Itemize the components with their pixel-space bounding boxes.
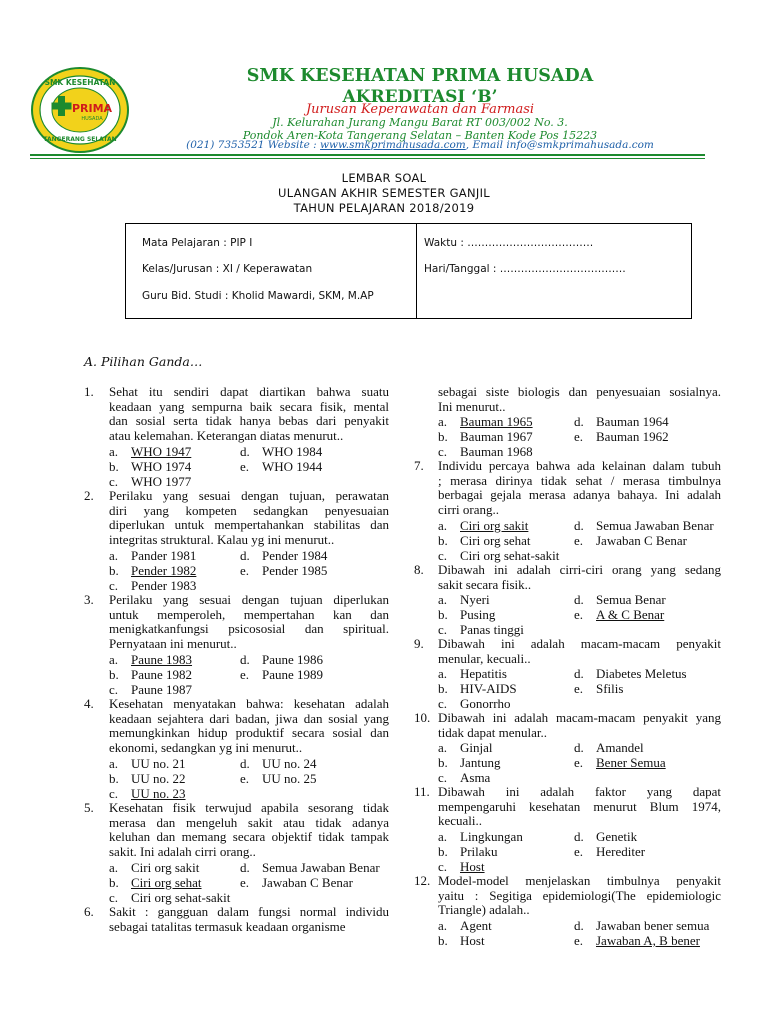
option-text: Ciri org sakit	[460, 518, 529, 533]
option-letter: c.	[109, 682, 119, 697]
option-text: Asma	[460, 770, 491, 785]
question-text-line: Dibawah ini adalah macam-macam penyakit yang	[438, 710, 721, 725]
option-text: WHO 1984	[262, 444, 323, 459]
option-letter: c.	[109, 474, 119, 489]
question-text-line: Individu percaya bahwa ada kelainan dalam tubuh	[438, 458, 721, 473]
option-letter: a.	[109, 652, 119, 667]
option-text: Pander 1981	[131, 548, 197, 563]
question-text-line: keadaan sejahtera dari badan, jiwa dan sosial yang	[109, 710, 389, 726]
option-text: Host	[460, 933, 485, 948]
option-letter: d.	[574, 592, 584, 607]
year-title: TAHUN PELAJARAN 2018/2019	[293, 201, 475, 215]
question-text-line: mempengaruhi kesehatan menurut Blum 1974,	[438, 798, 721, 814]
option-text: Lingkungan	[460, 829, 523, 844]
option-text: Semua Jawaban Benar	[262, 860, 380, 875]
option-letter: b.	[438, 607, 448, 622]
address-line-2: Pondok Aren-Kota Tangerang Selatan – Banten Kode Pos 15223	[242, 129, 598, 142]
option-text: Pusing	[460, 607, 496, 622]
question-text-line: diri yang kompeten sedangkan penyesuaian	[109, 502, 389, 518]
option-text: Bauman 1968	[460, 444, 533, 459]
question-text-line: Sehat itu sendiri dapat diartikan bahwa suatu	[109, 384, 389, 399]
class-field: Kelas/Jurusan : XI / Keperawatan	[142, 263, 313, 275]
option-letter: a.	[438, 414, 448, 429]
option-letter: d.	[240, 860, 250, 875]
option-letter: b.	[438, 755, 448, 770]
question-text-line: Triangle) adalah..	[438, 902, 530, 918]
option-text: Bauman 1967	[460, 429, 533, 444]
option-text: Herediter	[596, 844, 646, 859]
option-text: Jawaban bener semua	[596, 918, 710, 933]
option-letter: e.	[240, 459, 250, 474]
option-text: UU no. 24	[262, 756, 317, 771]
option-letter: b.	[438, 844, 448, 859]
question-text-line: cirri orang..	[438, 501, 500, 517]
option-letter: d.	[240, 652, 250, 667]
question-text-line: Sakit : gangguan dalam fungsi normal individu	[109, 904, 389, 919]
option-text: Jawaban C Benar	[596, 533, 687, 548]
option-letter: c.	[438, 770, 448, 785]
question-text-line: atau kelemahan. Keterangan diatas menurut..	[109, 427, 344, 443]
exam-title: ULANGAN AKHIR SEMESTER GANJIL	[278, 186, 490, 200]
question-text-line: ekonomi, sedangkan yg ini menurut..	[109, 739, 303, 755]
option-letter: c.	[109, 890, 119, 905]
section-title: A. Pilihan Ganda…	[84, 354, 203, 369]
option-letter: d.	[574, 414, 584, 429]
option-letter: c.	[438, 548, 448, 563]
info-divider	[416, 224, 417, 318]
option-letter: e.	[240, 771, 250, 786]
logo-center-text: PRIMA	[71, 102, 113, 115]
question-number: 10.	[414, 710, 431, 725]
option-text: Ciri org sakit	[131, 860, 200, 875]
question-text-line: menular, kecuali..	[438, 650, 531, 666]
option-text: Panas tinggi	[460, 622, 524, 637]
option-text: Ciri org sehat	[460, 533, 531, 548]
question-text-line: keluhan dan memang secara objektif tidak tampak	[109, 829, 389, 845]
question-number: 12.	[414, 873, 431, 888]
question-text-line: integritas struktural. Kalau yg ini menurut..	[109, 531, 335, 547]
question-number: 11.	[414, 784, 430, 799]
option-letter: a.	[109, 860, 119, 875]
website-link[interactable]: www.smkprimahusada.com	[320, 139, 466, 151]
option-text: Host	[460, 859, 485, 874]
option-text: Gonorrho	[460, 696, 511, 711]
option-text: WHO 1974	[131, 459, 192, 474]
option-text: Paune 1989	[262, 667, 324, 682]
time-field: Waktu : ………………………………	[424, 237, 594, 249]
school-logo	[30, 66, 130, 154]
question-text-line: berbagai gejala merasa adanya bahaya. Ini adalah	[438, 487, 721, 503]
option-text: Pender 1985	[262, 563, 328, 578]
question-text-line: merasa dan mengeluh sakit atau tidak adanya	[109, 814, 389, 830]
question-text-line: Dibawah ini adalah macam-macam penyakit	[438, 636, 721, 651]
option-letter: d.	[240, 756, 250, 771]
option-letter: a.	[438, 666, 448, 681]
option-text: Jawaban C Benar	[262, 875, 353, 890]
school-name: SMK KESEHATAN PRIMA HUSADA	[246, 66, 594, 86]
option-letter: b.	[109, 563, 119, 578]
option-letter: d.	[574, 666, 584, 681]
question-text-line: Kesehatan fisik terwujud apabila sesorang tidak	[109, 800, 389, 815]
option-letter: d.	[240, 444, 250, 459]
question-text-line: Dibawah ini adalah faktor yang dapat	[438, 784, 721, 799]
question-text-line: tidak dapat menular..	[438, 724, 548, 740]
option-letter: d.	[574, 918, 584, 933]
option-letter: e.	[574, 844, 584, 859]
question-number: 4.	[84, 696, 94, 711]
option-text: Hepatitis	[460, 666, 507, 681]
option-text: Paune 1986	[262, 652, 324, 667]
option-letter: c.	[109, 578, 119, 593]
contact-prefix: (021) 7353521 Website :	[186, 139, 321, 151]
option-text: Paune 1983	[131, 652, 193, 667]
option-letter: a.	[438, 918, 448, 933]
option-text: WHO 1944	[262, 459, 323, 474]
option-text: WHO 1977	[131, 474, 192, 489]
question-text-line: sebagai tatalitas termasuk keadaan organisme	[109, 918, 346, 934]
option-text: Prilaku	[460, 844, 498, 859]
option-letter: e.	[574, 533, 584, 548]
question-number: 8.	[414, 562, 424, 577]
option-letter: a.	[109, 444, 119, 459]
option-letter: e.	[574, 681, 584, 696]
contact-line	[140, 139, 700, 151]
question-text-line: diperlukan untuk mempertahankan stabilitas dan	[109, 517, 389, 533]
option-text: HIV-AIDS	[460, 681, 517, 696]
department: Jurusan Keperawatan dan Farmasi	[305, 102, 535, 117]
option-letter: c.	[438, 444, 448, 459]
option-letter: e.	[574, 755, 584, 770]
logo-bottom-text: TANGERANG SELATAN	[43, 136, 117, 143]
question-number: 7.	[414, 458, 424, 473]
subject-field: Mata Pelajaran : PIP I	[142, 237, 253, 249]
question-text-line: Perilaku yang sesuai dengan tujuan diperlukan	[109, 592, 389, 607]
question-text-line: dan sosial serta tidak hanya bebas dari penyakit	[109, 413, 389, 429]
option-text: Genetik	[596, 829, 638, 844]
question-text-line: Dibawah ini adalah cirri-ciri orang yang sedang	[438, 562, 721, 577]
option-letter: e.	[240, 563, 250, 578]
option-letter: b.	[109, 667, 119, 682]
email-link[interactable]: info@smkprimahusada.com	[506, 139, 654, 151]
option-text: Nyeri	[460, 592, 490, 607]
question-number: 3.	[84, 592, 94, 607]
question-text-line: yaitu : Segitiga epidemiologi(The epidemiologic	[438, 887, 721, 903]
option-text: Bener Semua	[596, 755, 666, 770]
question-text-line: ; merasa dirinya tidak sehat / merasa timbulnya	[438, 472, 721, 488]
option-letter: a.	[438, 518, 448, 533]
logo-top-text: SMK KESEHATAN	[44, 78, 116, 87]
option-text: Paune 1982	[131, 667, 193, 682]
option-text: Semua Jawaban Benar	[596, 518, 714, 533]
question-number: 5.	[84, 800, 94, 815]
option-letter: d.	[574, 518, 584, 533]
teacher-field: Guru Bid. Studi : Kholid Mawardi, SKM, M.AP	[142, 290, 374, 302]
question-text-line: Perilaku yang sesuai dengan tujuan, perawatan	[109, 488, 389, 503]
question-text-line: sakit secara fisik..	[438, 576, 532, 592]
option-text: Sfilis	[596, 681, 624, 696]
option-letter: e.	[574, 607, 584, 622]
question-number: 9.	[414, 636, 424, 651]
option-text: UU no. 22	[131, 771, 186, 786]
accreditation: AKREDITASI ‘B’	[342, 87, 498, 107]
question-number: 2.	[84, 488, 94, 503]
option-text: Bauman 1965	[460, 414, 533, 429]
option-letter: b.	[109, 459, 119, 474]
option-text: UU no. 23	[131, 786, 186, 801]
option-letter: a.	[438, 592, 448, 607]
option-text: Semua Benar	[596, 592, 666, 607]
option-letter: a.	[109, 756, 119, 771]
logo-sub-text: HUSADA	[81, 116, 103, 122]
question-text-line: keadaan yang sempurna baik secara fisik, mental	[109, 398, 389, 414]
address-line-1: Jl. Kelurahan Jurang Mangu Barat RT 003/002 No. 3.	[272, 116, 568, 129]
question-text-line: Pernyataan ini menurut..	[109, 635, 237, 651]
question-text-line: untuk memperoleh, mempertahan kan dan	[109, 606, 389, 622]
option-letter: a.	[438, 829, 448, 844]
option-letter: e.	[574, 933, 584, 948]
option-text: Pender 1984	[262, 548, 328, 563]
option-text: UU no. 25	[262, 771, 317, 786]
option-letter: e.	[240, 667, 250, 682]
header-rule-thin	[30, 158, 705, 159]
option-text: Ginjal	[460, 740, 493, 755]
question-text-line: sebagai siste biologis dan penyesuaian sosialnya.	[438, 384, 721, 399]
option-text: A & C Benar	[596, 607, 665, 622]
option-text: Bauman 1962	[596, 429, 669, 444]
option-text: Amandel	[596, 740, 644, 755]
option-letter: a.	[109, 548, 119, 563]
option-text: Pender 1982	[131, 563, 197, 578]
option-letter: b.	[438, 429, 448, 444]
option-letter: e.	[240, 875, 250, 890]
option-letter: c.	[438, 622, 448, 637]
option-text: Jantung	[460, 755, 501, 770]
doc-title: LEMBAR SOAL	[341, 171, 427, 185]
option-letter: b.	[438, 533, 448, 548]
option-letter: c.	[438, 696, 448, 711]
day-date-field: Hari/Tanggal : ………………………………	[424, 263, 626, 275]
option-text: Paune 1987	[131, 682, 193, 697]
option-text: WHO 1947	[131, 444, 192, 459]
option-text: Ciri org sehat-sakit	[460, 548, 560, 563]
option-letter: e.	[574, 429, 584, 444]
question-text-line: Model-model menjelaskan timbulnya penyakit	[438, 873, 721, 888]
option-letter: b.	[109, 771, 119, 786]
question-text-line: memungkinkan hidup produktif secara sosial dan	[109, 725, 389, 741]
question-number: 6.	[84, 904, 94, 919]
question-text-line: Kesehatan menyatakan bahwa: kesehatan adalah	[109, 696, 389, 711]
question-text-line: Ini menurut..	[438, 398, 506, 414]
option-text: Jawaban A, B bener	[596, 933, 700, 948]
contact-mid: , Email	[465, 139, 507, 151]
option-letter: d.	[574, 740, 584, 755]
info-box	[125, 223, 692, 319]
option-letter: a.	[438, 740, 448, 755]
question-number: 1.	[84, 384, 94, 399]
option-letter: b.	[109, 875, 119, 890]
option-letter: d.	[240, 548, 250, 563]
option-text: Ciri org sehat	[131, 875, 202, 890]
option-text: UU no. 21	[131, 756, 186, 771]
option-text: Agent	[460, 918, 492, 933]
option-letter: c.	[438, 859, 448, 874]
option-text: Ciri org sehat-sakit	[131, 890, 231, 905]
option-letter: c.	[109, 786, 119, 801]
question-text-line: sakit. Ini adalah cirri orang..	[109, 843, 256, 859]
question-text-line: kecuali..	[438, 813, 483, 829]
option-text: Diabetes Meletus	[596, 666, 687, 681]
option-letter: b.	[438, 681, 448, 696]
option-letter: b.	[438, 933, 448, 948]
option-text: Bauman 1964	[596, 414, 669, 429]
header-rule	[30, 154, 705, 156]
option-text: Pender 1983	[131, 578, 197, 593]
option-letter: d.	[574, 829, 584, 844]
question-text-line: menigkatkanfungsi psicososial dan spiritual.	[109, 621, 389, 637]
